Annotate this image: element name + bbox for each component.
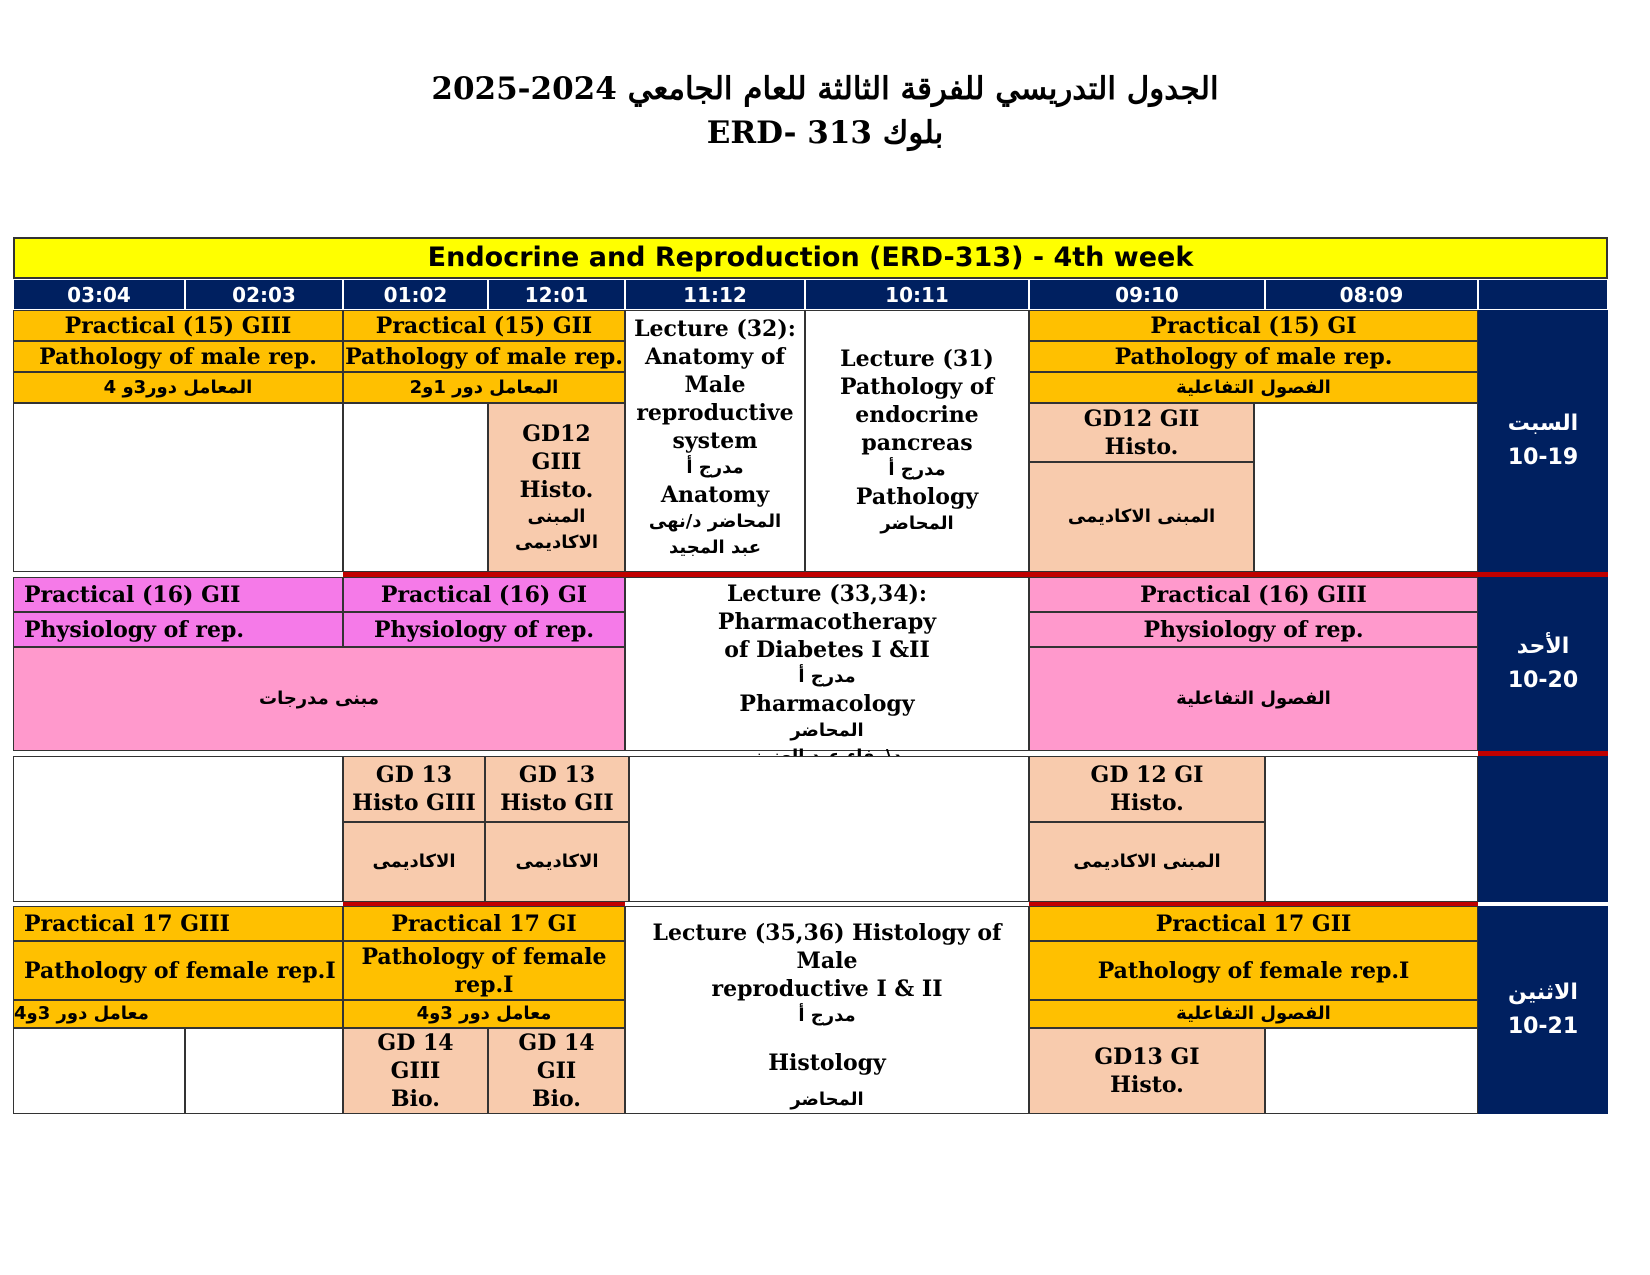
mon-giii-practical: Practical 17 GIII [13, 906, 343, 941]
sun-lecture-l3: مدرج أ [798, 666, 856, 687]
mon-lecture-l5: المحاضر [790, 1089, 864, 1110]
sat-lecture-31-l1: Lecture (31) [840, 346, 994, 372]
extra-gd12-gi-room: المبنى الاكاديمى [1029, 822, 1265, 902]
sat-empty-left [13, 403, 343, 572]
sat-gd12-giii-l3: Histo. [519, 476, 594, 503]
mon-gi-subject-l2: rep.I [454, 971, 514, 998]
mon-lecture-l4: Histology [768, 1050, 886, 1076]
sat-empty-0809 [1254, 403, 1478, 572]
sat-lecture-32-l2: Anatomy of [644, 344, 785, 370]
sun-gi-subject: Physiology of rep. [343, 612, 625, 647]
sat-lecture-31-l5: مدرج أ [888, 459, 946, 480]
mon-gi-subject-l1: Pathology of female [361, 943, 607, 970]
sat-empty-0102 [343, 403, 488, 572]
mon-empty-0203 [185, 1028, 343, 1114]
mon-giii-subject: Pathology of female rep.I [13, 941, 343, 1000]
mon-gi-practical: Practical 17 GI [343, 906, 625, 941]
extra-gd13-giii-l1: GD 13 [375, 762, 453, 788]
sat-gii-room: المعامل دور 1و2 [343, 372, 625, 403]
extra-gd12-gi [1029, 756, 1265, 822]
mon-lecture-35-36 [625, 906, 1029, 1114]
sat-gd12-giii-l4: المبنى [527, 505, 586, 527]
extra-gd12-gi-l1: GD 12 GI [1090, 762, 1204, 788]
mon-empty-0809 [1265, 1028, 1478, 1114]
extra-empty-mid [629, 756, 1029, 902]
sat-gd12-giii-l1: GD12 [522, 420, 591, 447]
sat-gi-practical: Practical (15) GI [1029, 310, 1478, 341]
mon-gii-room: الفصول التفاعلية [1029, 1000, 1478, 1028]
sat-gd12-giii-l2: GIII [531, 448, 582, 475]
time-header-0102: 01:02 [343, 279, 488, 310]
day-saturday [1478, 310, 1608, 572]
sat-lecture-32-l1: Lecture (32): [634, 316, 796, 342]
table-title: Endocrine and Reproduction (ERD-313) - 4th week [13, 237, 1608, 279]
extra-gd13-giii [343, 756, 485, 822]
page-subtitle: ERD- 313 بلوك [706, 115, 944, 151]
day-monday-name: الاثنين [1508, 980, 1578, 1005]
sat-lecture-32-l6: مدرج أ [686, 457, 744, 478]
mon-gi-room: معامل دور 3و4 [343, 1000, 625, 1028]
sat-lecture-32-l9: عبد المجيد [668, 537, 762, 558]
day-extra [1478, 756, 1608, 902]
extra-gd13-gii [485, 756, 629, 822]
mon-gd13-gi-l1: GD13 GI [1094, 1044, 1200, 1070]
sat-gd12-gii-l2: Histo. [1104, 433, 1179, 460]
page-title: الجدول التدريسي للفرقة الثالثة للعام الجامعي 2024-2025 [431, 71, 1219, 107]
day-sunday-name: الأحد [1516, 634, 1570, 659]
sat-gi-subject: Pathology of male rep. [1029, 341, 1478, 372]
extra-gd13-giii-l2: Histo GIII [352, 790, 476, 816]
sun-giii-room: الفصول التفاعلية [1029, 647, 1478, 751]
time-header-1011: 10:11 [805, 279, 1029, 310]
sun-gii-practical: Practical (16) GII [13, 577, 343, 612]
time-header-1201: 12:01 [488, 279, 625, 310]
sat-lecture-31-l6: Pathology [855, 484, 979, 510]
mon-gd14-gii-l1: GD 14 [518, 1030, 595, 1056]
extra-gd13-gii-l1: GD 13 [518, 762, 596, 788]
time-header-0304: 03:04 [13, 279, 185, 310]
sat-lecture-32-l3: Male [684, 372, 746, 398]
day-sunday-date: 10-20 [1507, 668, 1579, 693]
extra-gd13-gii-l2: Histo GII [500, 790, 614, 816]
sat-gd12-gii-room: المبنى الاكاديمى [1029, 462, 1254, 572]
time-header-0809: 08:09 [1265, 279, 1478, 310]
sat-lecture-31 [805, 310, 1029, 572]
mon-giii-room: معامل دور 3و4 [13, 1000, 343, 1028]
sat-lecture-31-l3: endocrine [855, 402, 979, 428]
sat-gd12-gii-l1: GD12 GII [1083, 405, 1200, 432]
sat-giii-practical: Practical (15) GIII [13, 310, 343, 341]
mon-empty-0304 [13, 1028, 185, 1114]
mon-gd14-giii-l1: GD 14 [377, 1030, 454, 1056]
time-header-0203: 02:03 [185, 279, 343, 310]
day-saturday-name: السبت [1507, 411, 1579, 436]
sat-gi-room: الفصول التفاعلية [1029, 372, 1478, 403]
day-monday-date: 10-21 [1507, 1014, 1579, 1039]
extra-gd13-gii-room: الاكاديمى [485, 822, 629, 902]
sun-lecture-l1: Lecture (33,34): Pharmacotherapy [717, 581, 937, 635]
sat-giii-room: المعامل دور3و 4 [13, 372, 343, 403]
mon-gd14-gii-l3: Bio. [532, 1086, 581, 1112]
extra-empty-right [1265, 756, 1478, 902]
extra-gd12-gi-l2: Histo. [1110, 790, 1184, 816]
mon-lecture-l2: reproductive I & II [711, 976, 943, 1002]
sat-lecture-31-l4: pancreas [861, 430, 973, 456]
sat-gii-subject: Pathology of male rep. [343, 341, 625, 372]
sat-lecture-31-l7: المحاضر [880, 513, 954, 534]
time-header-1112: 11:12 [625, 279, 805, 310]
sun-left-room: مبنى مدرجات [13, 647, 625, 751]
sat-lecture-32 [625, 310, 805, 572]
mon-gd14-giii-l2: GIII [390, 1058, 441, 1084]
mon-gd13-gi-l2: Histo. [1110, 1072, 1184, 1098]
sun-lecture-33-34 [625, 577, 1029, 751]
day-saturday-date: 10-19 [1507, 445, 1579, 470]
sat-lecture-32-l5: system [672, 428, 758, 454]
sun-gii-subject: Physiology of rep. [13, 612, 343, 647]
extra-gd13-giii-room: الاكاديمى [343, 822, 485, 902]
sat-lecture-31-l2: Pathology of [839, 374, 995, 400]
sat-gii-practical: Practical (15) GII [343, 310, 625, 341]
sun-lecture-l2: of Diabetes I &II [724, 637, 930, 663]
mon-gd14-giii [343, 1028, 488, 1114]
sun-gi-practical: Practical (16) GI [343, 577, 625, 612]
mon-lecture-l3: مدرج أ [798, 1005, 856, 1026]
sun-lecture-l5: المحاضر [790, 720, 864, 741]
mon-gii-subject: Pathology of female rep.I [1029, 941, 1478, 1000]
time-header-day [1478, 279, 1608, 310]
day-sunday [1478, 577, 1608, 751]
mon-gi-subject [343, 941, 625, 1000]
sat-lecture-32-l7: Anatomy [660, 482, 770, 508]
time-header-0910: 09:10 [1029, 279, 1265, 310]
sat-gd12-giii [488, 403, 625, 572]
sun-lecture-l4: Pharmacology [739, 691, 915, 717]
mon-gd14-gii-l2: GII [536, 1058, 577, 1084]
mon-gii-practical: Practical 17 GII [1029, 906, 1478, 941]
day-monday [1478, 906, 1608, 1114]
sat-giii-subject: Pathology of male rep. [13, 341, 343, 372]
sun-giii-practical: Practical (16) GIII [1029, 577, 1478, 612]
mon-lecture-l1: Lecture (35,36) Histology of Male [652, 920, 1002, 974]
extra-empty-left [13, 756, 343, 902]
sat-lecture-32-l8: المحاضر د/نهى [648, 511, 782, 532]
sat-lecture-32-l4: reproductive [636, 400, 794, 426]
mon-gd14-gii [488, 1028, 625, 1114]
sun-giii-subject: Physiology of rep. [1029, 612, 1478, 647]
sat-gd12-giii-l5: الاكاديمى [514, 531, 599, 553]
sat-gd12-gii [1029, 403, 1254, 462]
mon-gd13-gi [1029, 1028, 1265, 1114]
mon-gd14-giii-l3: Bio. [391, 1086, 440, 1112]
